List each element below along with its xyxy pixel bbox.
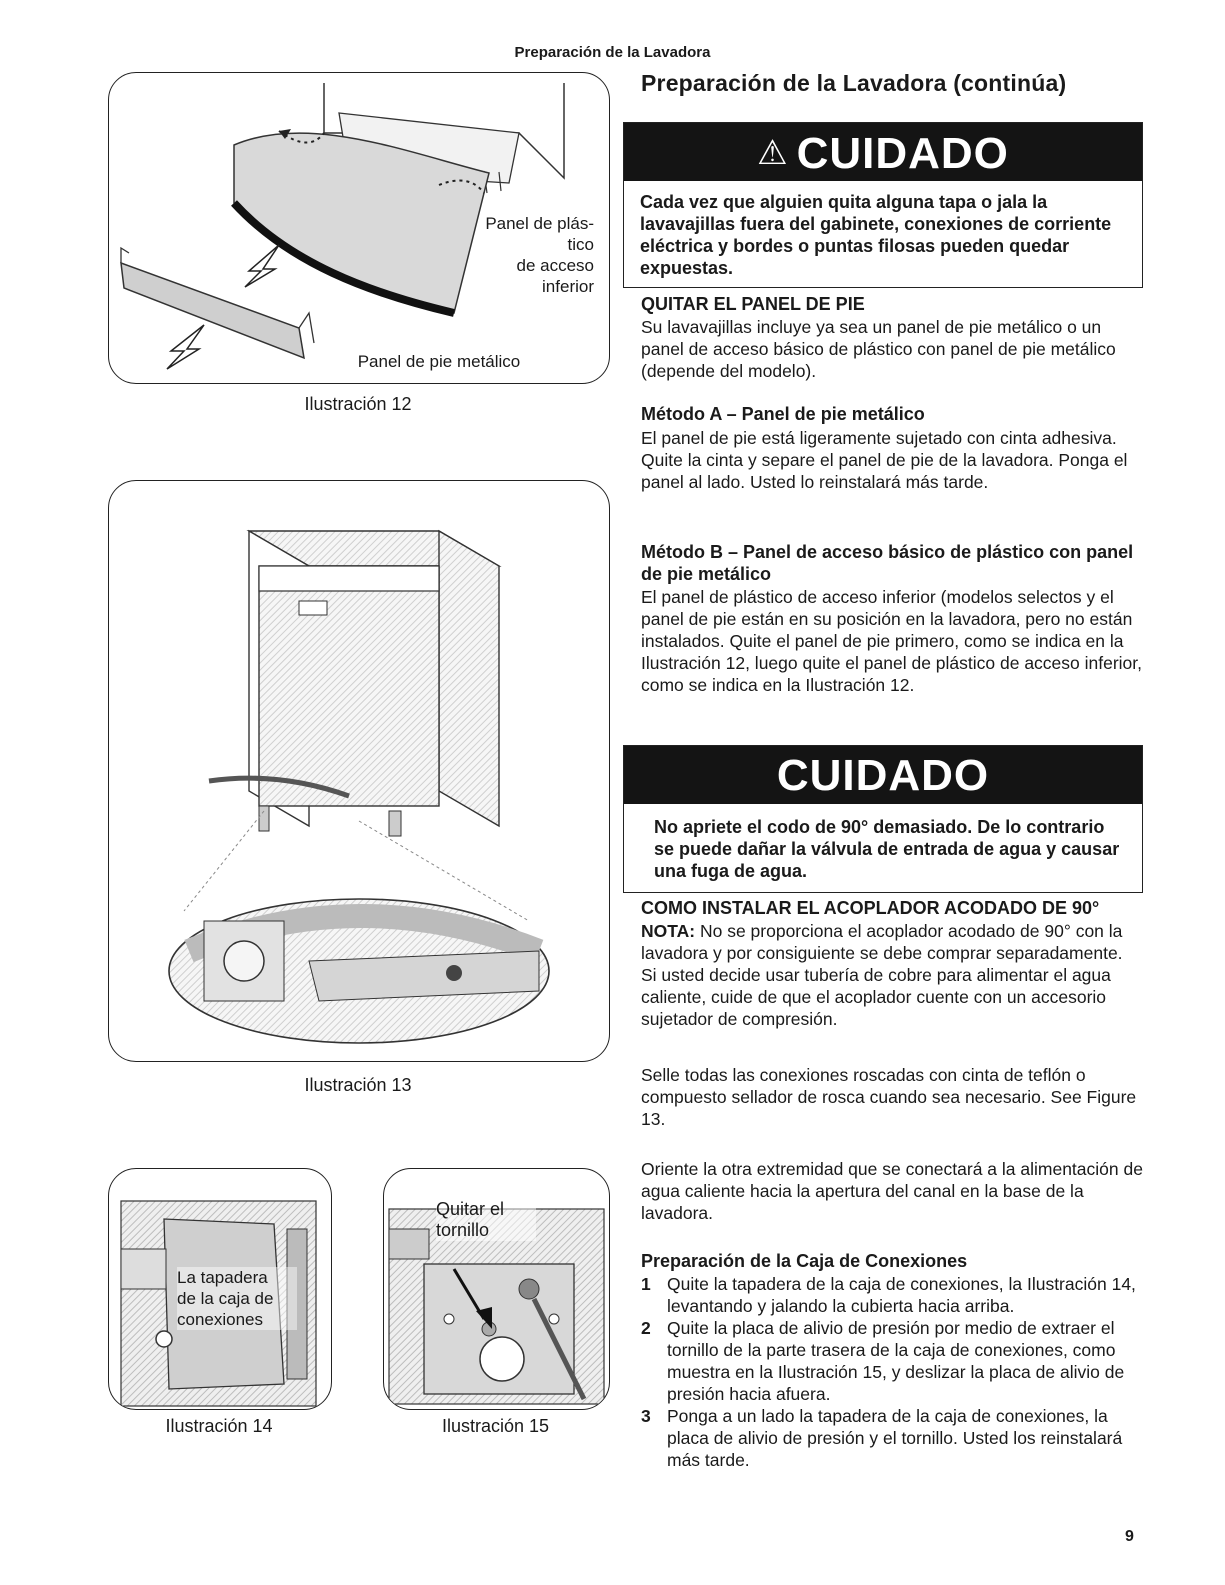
- figure-15: [383, 1168, 610, 1410]
- nota-text: No se proporciona el acoplador acodado de 90° con la lavadora y por consiguiente se debe comprar separadamente. Si usted decide usar tubería de cobre para alimentar el agua caliente, cuide de que el acoplador cuente con un accesorio sujetador de compresión.: [641, 921, 1123, 1029]
- caja-step-2: 2 Quite la placa de alivio de presión por medio de extraer el tornillo de la parte trasera de la caja de conexiones, como muestra en la Ilustración 15, y deslizar la placa de alivio de presión hacia afuera.: [641, 1318, 1125, 1404]
- acoplador-oriente: Oriente la otra extremidad que se conectará a la alimentación de agua caliente hacia la apertura del canal en la base de la lavadora.: [641, 1159, 1143, 1223]
- figure-15-caption: Ilustración 15: [441, 1416, 550, 1436]
- warning-1-title: CUIDADO: [796, 129, 1009, 178]
- metodo-a-text: El panel de pie está ligeramente sujetado con cinta adhesiva. Quite la cinta y separe el panel de pie de la lavadora. Ponga el panel al lado. Usted lo reinstalará más tarde.: [641, 428, 1128, 492]
- figure-13-illustration: [109, 481, 609, 1061]
- acoplador-sellar: Selle todas las conexiones roscadas con cinta de teflón o compuesto sellador de rosca cuando sea necesario. See Figure 13.: [641, 1065, 1137, 1129]
- caja-step-3: 3 Ponga a un lado la tapadera de la caja de conexiones, la placa de alivio de presión y el tornillo. Usted los reinstalará más tarde.: [641, 1406, 1123, 1470]
- metodo-b-heading: Método B – Panel de acceso básico de plástico con panel de pie metálico: [641, 542, 1134, 584]
- acoplador-nota: [641, 920, 1141, 1030]
- figure-12-caption: Ilustración 12: [304, 394, 412, 414]
- nota-label: NOTA:: [641, 921, 696, 941]
- warning-box-1: [623, 122, 1143, 288]
- quitar-intro: Su lavavajillas incluye ya sea un panel de pie metálico o un panel de acceso básico de plástico con panel de pie metálico (depende del modelo).: [641, 317, 1116, 381]
- warning-2-text: No apriete el codo de 90° demasiado. De lo contrario se puede dañar la válvula de entrada de agua y causar una fuga de agua.: [654, 817, 1120, 881]
- quitar-heading: QUITAR EL PANEL DE PIE: [641, 294, 865, 314]
- figure-12-label-plastic: Panel de plás- tico de acceso inferior: [485, 214, 594, 296]
- warning-triangle-icon: ⚠: [757, 134, 789, 172]
- figure-13: [108, 480, 610, 1062]
- caja-step-1: 1 Quite la tapadera de la caja de conexiones, la Ilustración 14, levantando y jalando la cubierta hacia arriba.: [641, 1274, 1136, 1316]
- running-header: Preparación de la Lavadora: [514, 44, 711, 61]
- caja-steps: [641, 1273, 1146, 1471]
- metodo-a-heading: Método A – Panel de pie metálico: [641, 404, 925, 424]
- warning-1-text: Cada vez que alguien quita alguna tapa o jala la lavavajillas fuera del gabinete, conexiones de corriente eléctrica y bordes o puntas filosas pueden quedar expuestas.: [640, 192, 1112, 278]
- figure-14-caption: Ilustración 14: [165, 1416, 273, 1436]
- figure-14-label: La tapadera de la caja de conexiones: [177, 1267, 297, 1330]
- warning-2-title: CUIDADO: [624, 746, 1142, 804]
- figure-15-label: Quitar el tornillo: [436, 1199, 536, 1241]
- figure-14: [108, 1168, 332, 1410]
- page-number: 9: [1125, 1528, 1134, 1545]
- metodo-b-text: El panel de plástico de acceso inferior (modelos selectos y el panel de pie están en su posición en la lavadora, pero no están instalados. Quite el panel de pie primero, como se indica en la Ilustración 12, luego quite el panel de plástico de acceso inferior, como se indica en la Ilustración 12.: [641, 587, 1143, 695]
- page-title: Preparación de la Lavadora (continúa): [641, 70, 1067, 96]
- figure-12-label-metal: Panel de pie metálico: [357, 352, 521, 371]
- warning-1-header: [624, 123, 1142, 181]
- figure-13-caption: Ilustración 13: [304, 1075, 412, 1095]
- caja-heading: Preparación de la Caja de Conexiones: [641, 1251, 968, 1271]
- acoplador-heading: COMO INSTALAR EL ACOPLADOR ACODADO DE 90°: [641, 898, 1100, 918]
- warning-box-2: [623, 745, 1143, 893]
- figure-12: [108, 72, 610, 384]
